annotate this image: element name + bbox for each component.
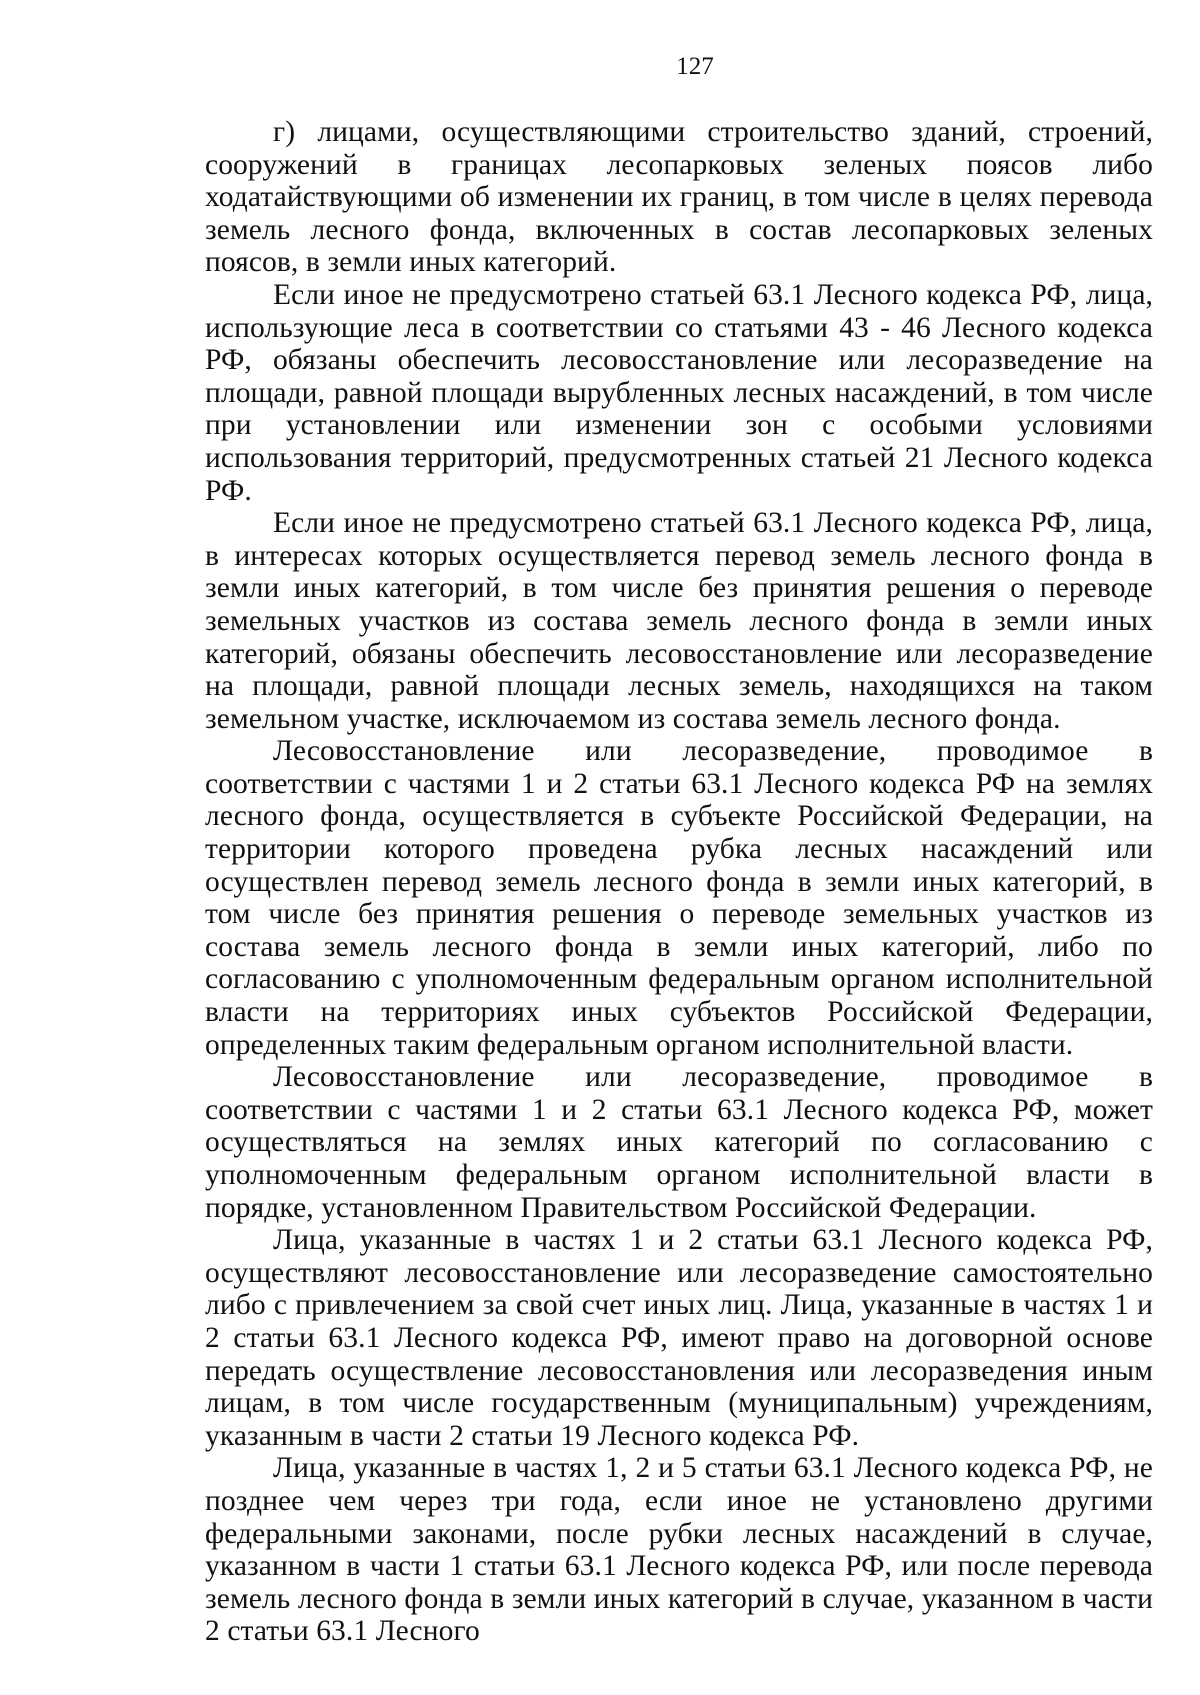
- paragraph-6: Лица, указанные в частях 1 и 2 статьи 63.1 Лесного кодекса РФ, осуществляют лесовосстановление или лесоразведение самостоятельно либо с привлечением за свой счет иных лиц. Лица, указанные в частях 1 и 2 статьи 63.1 Лесного кодекса РФ, имеют право на договорной основе передать осуществление лесовосстановления или лесоразведения иным лицам, в том числе государственным (муниципальным) учреждениям, указанным в части 2 статьи 19 Лесного кодекса РФ.: [205, 1224, 1153, 1452]
- paragraph-7: Лица, указанные в частях 1, 2 и 5 статьи 63.1 Лесного кодекса РФ, не позднее чем через три года, если иное не установлено другими федеральными законами, после рубки лесных насаждений в случае, указанном в части 1 статьи 63.1 Лесного кодекса РФ, или после перевода земель лесного фонда в земли иных категорий в случае, указанном в части 2 статьи 63.1 Лесного: [205, 1452, 1153, 1648]
- paragraph-5: Лесовосстановление или лесоразведение, проводимое в соответствии с частями 1 и 2 статьи 63.1 Лесного кодекса РФ, может осуществляться на землях иных категорий по согласованию с уполномоченным федеральным органом исполнительной власти в порядке, установленном Правительством Российской Федерации.: [205, 1061, 1153, 1224]
- paragraph-4: Лесовосстановление или лесоразведение, проводимое в соответствии с частями 1 и 2 статьи 63.1 Лесного кодекса РФ на землях лесного фонда, осуществляется в субъекте Российской Федерации, на территории которого проведена рубка лесных насаждений или осуществлен перевод земель лесного фонда в земли иных категорий, в том числе без принятия решения о переводе земельных участков из состава земель лесного фонда в земли иных категорий, либо по согласованию с уполномоченным федеральным органом исполнительной власти на территориях иных субъектов Российской Федерации, определенных таким федеральным органом исполнительной власти.: [205, 735, 1153, 1061]
- paragraph-3: Если иное не предусмотрено статьей 63.1 Лесного кодекса РФ, лица, в интересах которых осуществляется перевод земель лесного фонда в земли иных категорий, в том числе без принятия решения о переводе земельных участков из состава земель лесного фонда в земли иных категорий, обязаны обеспечить лесовосстановление или лесоразведение на площади, равной площади лесных земель, находящихся на таком земельном участке, исключаемом из состава земель лесного фонда.: [205, 507, 1153, 735]
- paragraph-1: г) лицами, осуществляющими строительство зданий, строений, сооружений в границах лесопарковых зеленых поясов либо ходатайствующими об изменении их границ, в том числе в целях перевода земель лесного фонда, включенных в состав лесопарковых зеленых поясов, в земли иных категорий.: [205, 116, 1153, 279]
- page-number: 127: [676, 53, 714, 80]
- paragraph-2: Если иное не предусмотрено статьей 63.1 Лесного кодекса РФ, лица, использующие леса в соответствии со статьями 43 - 46 Лесного кодекса РФ, обязаны обеспечить лесовосстановление или лесоразведение на площади, равной площади вырубленных лесных насаждений, в том числе при установлении или изменении зон с особыми условиями использования территорий, предусмотренных статьей 21 Лесного кодекса РФ.: [205, 278, 1153, 507]
- document-page: [205, 52, 1153, 1648]
